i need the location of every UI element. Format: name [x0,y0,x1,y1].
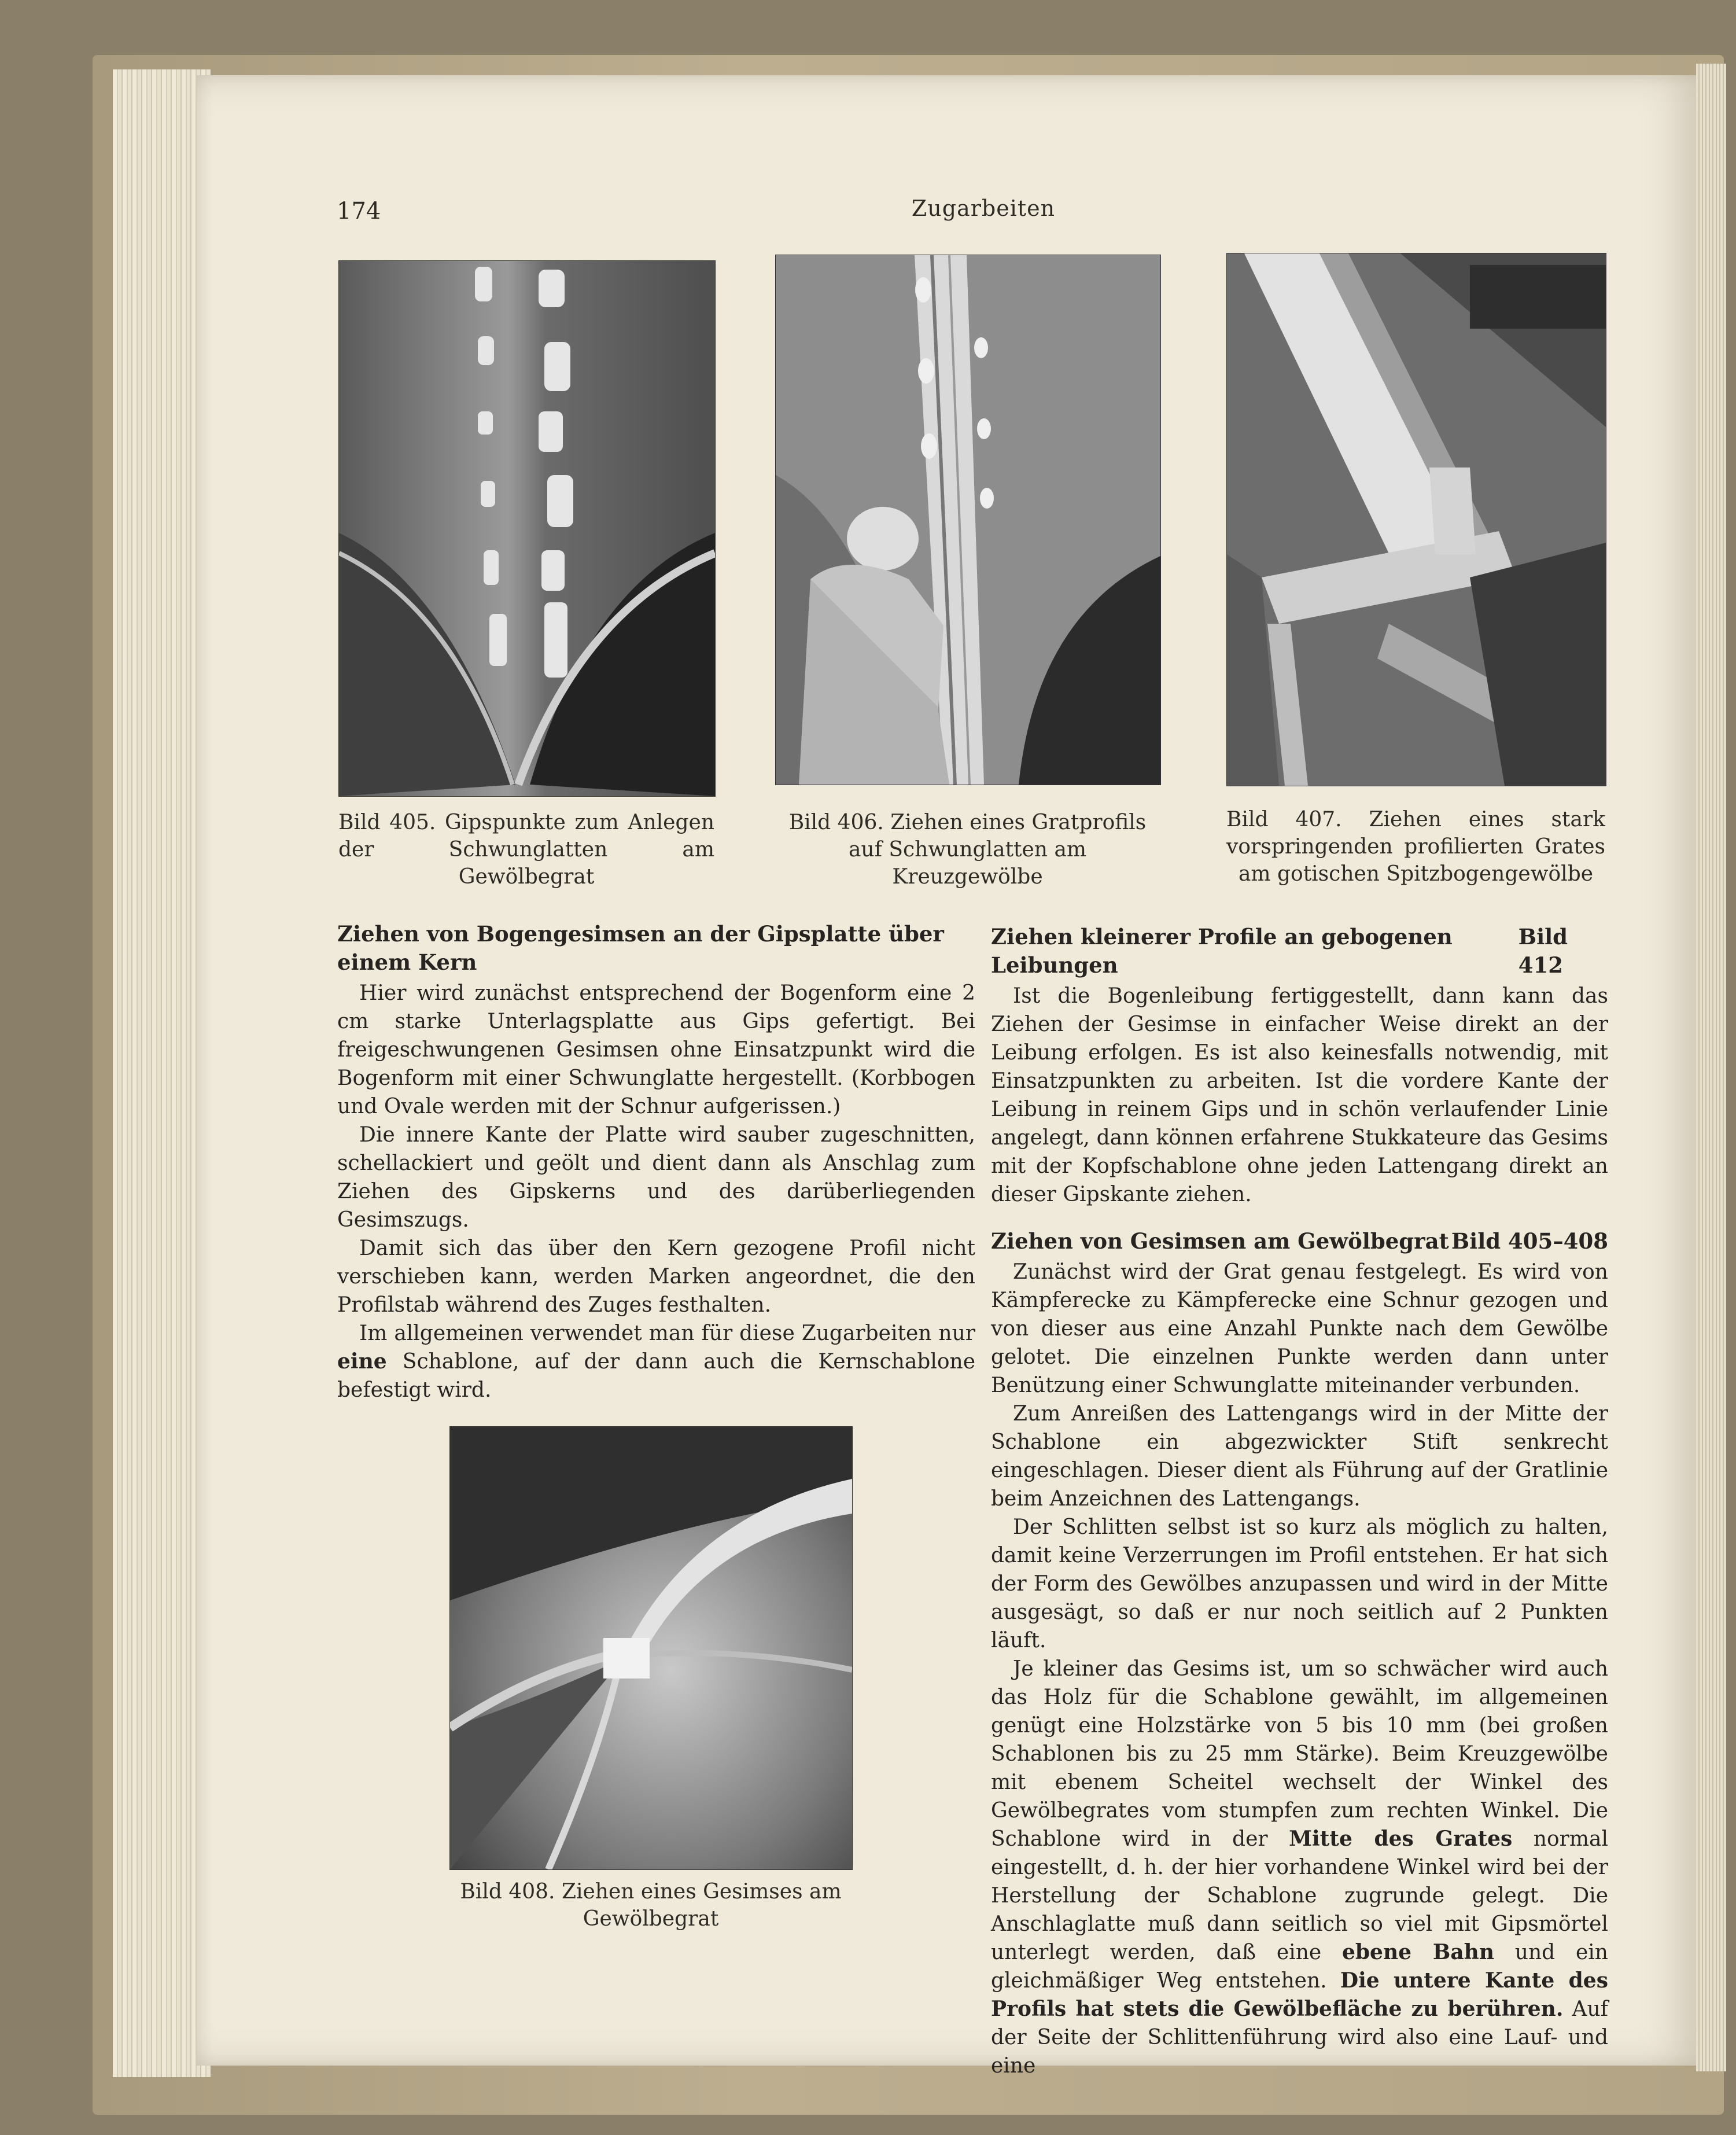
page-number: 174 [337,198,381,224]
right-section-2-ref: Bild 405–408 [1451,1228,1608,1254]
right-section-2-title: Ziehen von Gesimsen am Gewölbegrat [991,1228,1449,1254]
right-section-1-ref: Bild 412 [1518,924,1568,978]
right-p4-text-4: Auf der Seite der Schlittenführung wird also eine Lauf- und eine [991,1997,1608,2078]
right-section-2-paragraph-3: Der Schlitten selbst ist so kurz als möglich zu halten, damit keine Verzerrungen im Profil entstehen. Er hat sich der Form des Gewölbes anzupassen und wird in der Mitte ausgesägt, so daß er nur noch seitlich auf 2 Punkten läuft. [991,1515,1608,1652]
right-p4-bold-3: Die untere Kante des Profils hat stets die Gewölbefläche zu berühren. [991,1968,1608,2021]
figure-405-photo [338,260,716,797]
figure-406-photo [775,255,1161,785]
left-paragraph-2: Die innere Kante der Platte wird sauber zugeschnitten, schellackiert und geölt und dient dann als Anschlag zum Ziehen des Gipskerns und des darüberliegenden Gesimszugs. [337,1123,975,1232]
right-section-1-title: Ziehen kleinerer Profile an gebogenen Leibungen [991,924,1453,978]
right-section-2-heading [991,1227,1608,1256]
right-p4-text-3: und ein gleichmäßiger Weg entstehen. [991,1941,1608,1993]
left-column [337,920,975,1404]
figure-408-photo [449,1426,853,1870]
running-head: Zugarbeiten [911,196,1056,221]
figure-407-caption: Bild 407. Ziehen eines stark vorspringenden profilierten Grates am gotischen Spitzbogengewölbe [1226,808,1605,886]
right-p4-text-2: normal eingestellt, d. h. der hier vorhandene Winkel wird bei der Herstellung der Schablone zugrunde gelegt. Die Anschlaglatte muß dann seitlich so viel mit Gipsmörtel unterlegt werden, daß eine [991,1827,1608,1964]
right-section-1-paragraph: Ist die Bogenleibung fertiggestellt, dann kann das Ziehen der Gesimse in einfacher Weise direkt an der Leibung erfolgen. Es ist also keinesfalls notwendig, mit Einsatzpunkten zu arbeiten. Ist die vordere Kante der Leibung in reinem Gips und in schön verlaufender Linie angelegt, dann können erfahrene Stukkateure das Gesims mit der Kopfschablone ohne jeden Lattengang direkt an dieser Gipskante ziehen. [991,984,1608,1206]
left-section-heading: Ziehen von Bogengesimsen an der Gipsplatte über einem Kern [337,921,944,975]
figure-407-photo [1226,253,1606,786]
left-paragraph-1: Hier wird zunächst entsprechend der Bogenform eine 2 cm starke Unterlagsplatte aus Gips gefertigt. Bei freigeschwungenen Gesimsen ohne Einsatzpunkt wird die Bogenform mit einer Schwunglatte hergestellt. (Korbbogen und Ovale werden mit der Schnur aufgerissen.) [337,981,975,1118]
right-column [991,923,1608,2080]
figure-408-caption: Bild 408. Ziehen eines Gesimses am Gewölbegrat [460,1880,842,1931]
left-p4-text-1: Im allgemeinen verwendet man für diese Zugarbeiten nur [359,1322,975,1345]
figure-405-caption: Bild 405. Gipspunkte zum Anlegen der Schwunglatten am Gewölbegrat [338,811,714,889]
figure-406-caption: Bild 406. Ziehen eines Gratprofils auf Schwunglatten am Kreuzgewölbe [788,811,1147,889]
right-p4-bold-2: ebene Bahn [1341,1940,1494,1964]
left-p4-text-2: Schablone, auf der dann auch die Kernschablone befestigt wird. [337,1350,976,1402]
left-p4-bold: eine [337,1349,387,1374]
facing-page-edge [1696,64,1726,2071]
right-p4-bold-1: Mitte des Grates [1289,1827,1513,1851]
right-section-2-paragraph-4 [991,1655,1608,2080]
left-paragraph-4 [337,1319,975,1404]
left-paragraph-3: Damit sich das über den Kern gezogene Profil nicht verschieben kann, werden Marken angeordnet, die den Profilstab während des Zuges festhalten. [337,1236,975,1317]
right-section-1-heading [991,923,1608,980]
right-section-2-paragraph-1: Zunächst wird der Grat genau festgelegt. Es wird von Kämpferecke zu Kämpferecke eine Schnur gezogen und von dieser aus eine Anzahl Punkte nach dem Gewölbe gelotet. Die einzelnen Punkte werden dann unter Benützung einer Schwunglatte miteinander verbunden. [991,1260,1608,1397]
right-p4-text-1: Je kleiner das Gesims ist, um so schwächer wird auch das Holz für die Schablone gewählt, im allgemeinen genügt eine Holzstärke von 5 bis 10 mm (bei großen Schablonen bis zu 25 mm Stärke). Beim Kreuzgewölbe mit ebenem Scheitel wechselt der Winkel des Gewölbegrates vom stumpfen zum rechten Winkel. Die Schablone wird in der [991,1657,1608,1851]
right-section-2-paragraph-2: Zum Anreißen des Lattengangs wird in der Mitte der Schablone ein abgezwickter Stift senkrecht eingeschlagen. Dieser dient als Führung auf der Gratlinie beim Anzeichnen des Lattengangs. [991,1402,1608,1511]
